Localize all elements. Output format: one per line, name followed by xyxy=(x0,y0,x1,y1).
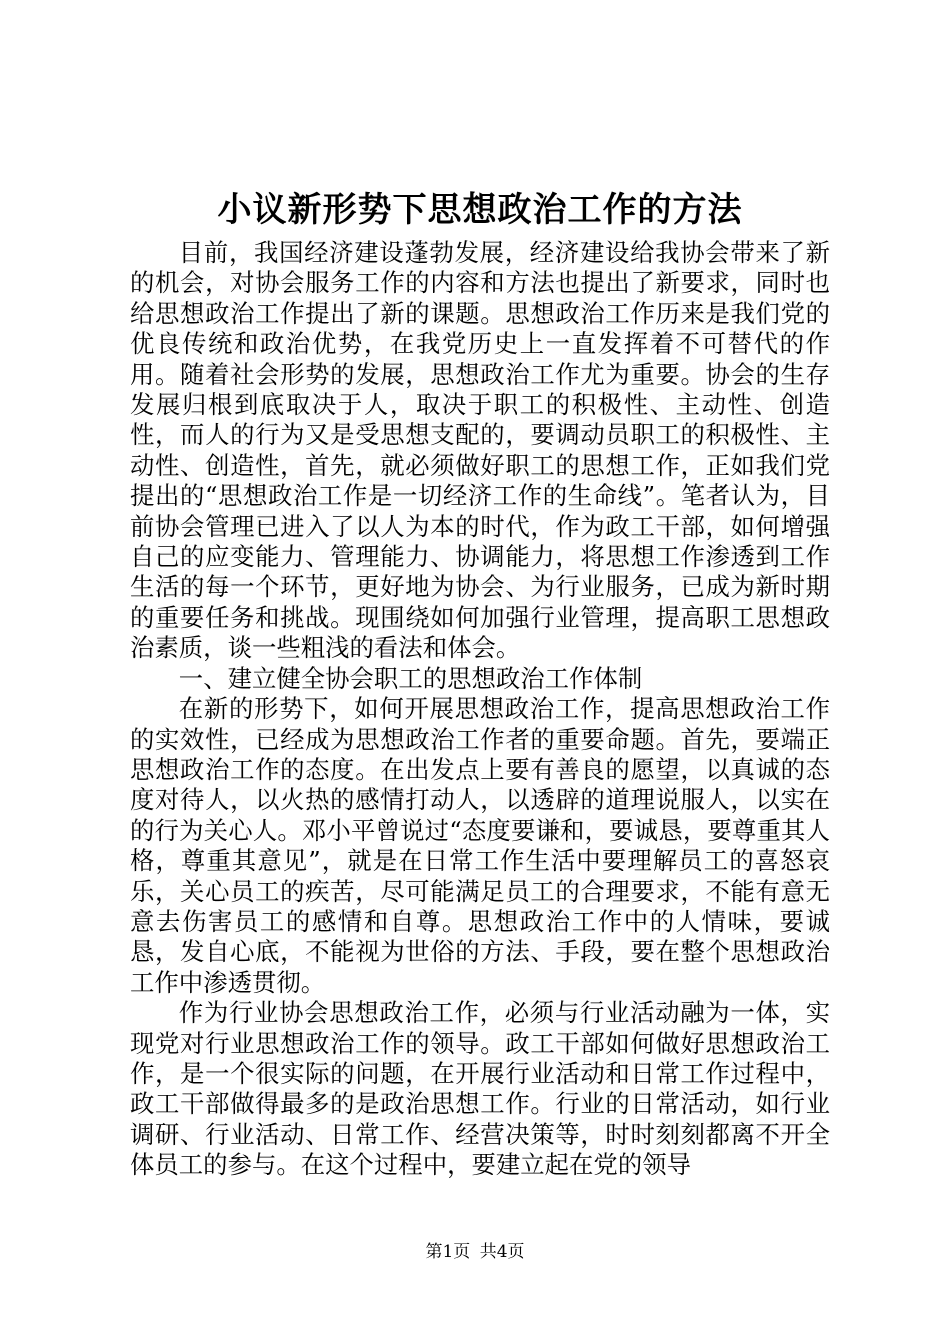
page-total: 共4页 xyxy=(479,1242,525,1262)
page-number: 第1页 xyxy=(425,1242,471,1262)
section-heading-1: 一、建立健全协会职工的思想政治工作体制 xyxy=(178,663,643,693)
document-title: 小议新形势下思想政治工作的方法 xyxy=(217,190,743,230)
document-body xyxy=(130,238,830,1181)
page-footer xyxy=(0,1241,950,1263)
paragraph-3: 作为行业协会思想政治工作，必须与行业活动融为一体，实现党对行业思想政治工作的领导。政工干部如何做好思想政治工作，是一个很实际的问题，在开展行业活动和日常工作过程中，政工干部做得最多的是政治思想工作。行业的日常活动，如行业调研、行业活动、日常工作、经营决策等，时时刻刻都离不开全体员工的参与。在这个过程中，要建立起在党的领导 xyxy=(130,998,830,1180)
paragraph-2: 在新的形势下，如何开展思想政治工作，提高思想政治工作的实效性，已经成为思想政治工作者的重要命题。首先，要端正思想政治工作的态度。在出发点上要有善良的愿望，以真诚的态度对待人，以火热的感情打动人，以透辟的道理说服人，以实在的行为关心人。邓小平曾说过“态度要谦和，要诚恳，要尊重其人格，尊重其意见”，就是在日常工作生活中要理解员工的喜怒哀乐，关心员工的疾苦，尽可能满足员工的合理要求，不能有意无意去伤害员工的感情和自尊。思想政治工作中的人情味，要诚恳，发自心底，不能视为世俗的方法、手段，要在整个思想政治工作中渗透贯彻。 xyxy=(130,694,830,997)
paragraph-intro: 目前，我国经济建设蓬勃发展，经济建设给我协会带来了新的机会，对协会服务工作的内容和方法也提出了新要求，同时也给思想政治工作提出了新的课题。思想政治工作历来是我们党的优良传统和政治优势，在我党历史上一直发挥着不可替代的作用。随着社会形势的发展，思想政治工作尤为重要。协会的生存发展归根到底取决于人，取决于职工的积极性、主动性、创造性，而人的行为又是受思想支配的，要调动员职工的积极性、主动性、创造性，首先，就必须做好职工的思想工作，正如我们党提出的“思想政治工作是一切经济工作的生命线”。笔者认为，目前协会管理已进入了以人为本的时代，作为政工干部，如何增强自己的应变能力、管理能力、协调能力，将思想工作渗透到工作生活的每一个环节，更好地为协会、为行业服务，已成为新时期的重要任务和挑战。现围绕如何加强行业管理，提高职工思想政治素质，谈一些粗浅的看法和体会。 xyxy=(130,238,830,663)
